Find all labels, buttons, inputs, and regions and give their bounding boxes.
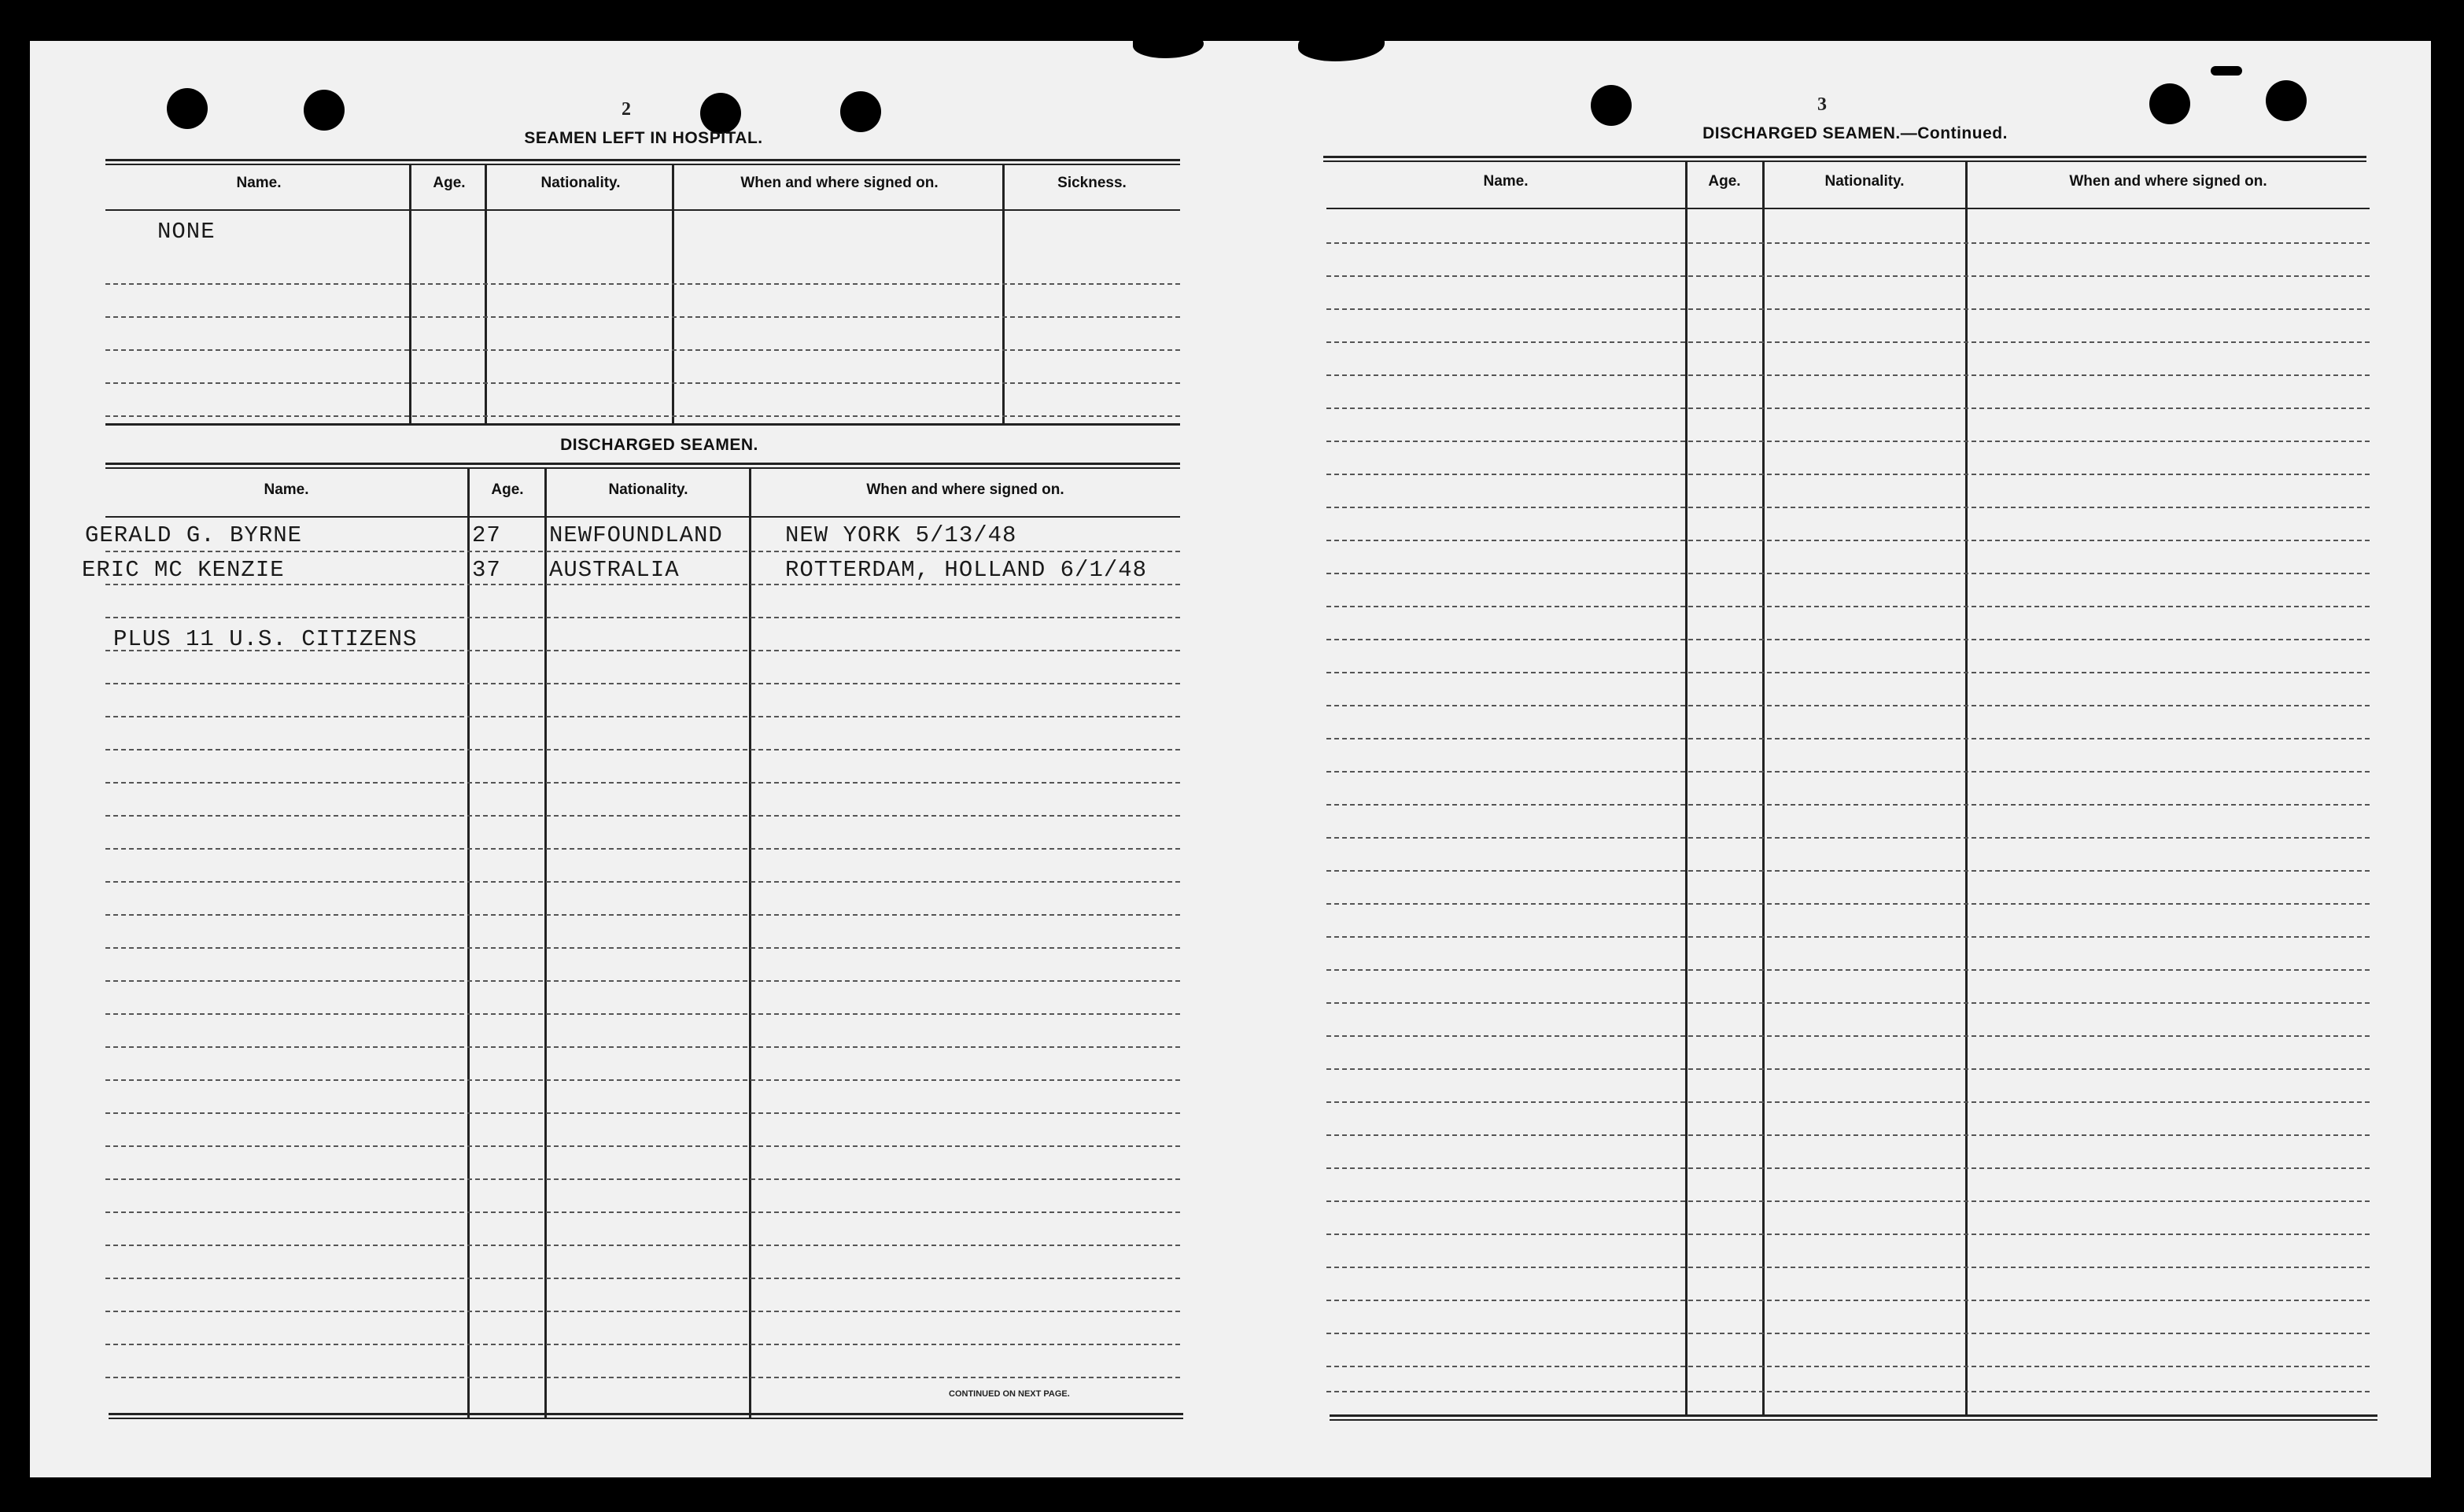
ruled-line bbox=[105, 316, 1180, 318]
ruled-line bbox=[1326, 1134, 2370, 1136]
ruled-line bbox=[105, 382, 1180, 384]
table-rule bbox=[1323, 160, 2366, 162]
ruled-line bbox=[1326, 474, 2370, 475]
ruled-line bbox=[105, 1178, 1180, 1180]
page-number: 2 bbox=[622, 99, 631, 120]
punch-hole bbox=[167, 88, 208, 129]
ruled-line bbox=[1326, 903, 2370, 905]
column-header: Age. bbox=[433, 175, 466, 191]
ruled-line bbox=[1326, 1366, 2370, 1367]
ruled-line bbox=[1326, 1035, 2370, 1037]
column-header: Name. bbox=[236, 175, 282, 191]
table-rule bbox=[105, 463, 1180, 465]
column-header: Name. bbox=[1483, 173, 1529, 190]
column-divider bbox=[1685, 160, 1688, 1416]
column-header: Nationality. bbox=[608, 481, 688, 498]
column-divider bbox=[1002, 164, 1005, 423]
column-header: When and where signed on. bbox=[866, 481, 1064, 498]
ruled-line bbox=[1326, 705, 2370, 706]
ruled-line bbox=[1326, 1267, 2370, 1268]
table-rule bbox=[105, 467, 1180, 469]
ruled-line bbox=[105, 782, 1180, 784]
ruled-line bbox=[105, 683, 1180, 684]
column-divider bbox=[467, 467, 470, 1419]
ruled-line bbox=[105, 1377, 1180, 1378]
punch-hole bbox=[1591, 85, 1632, 126]
table-rule bbox=[109, 1413, 1183, 1415]
column-header: Age. bbox=[1708, 173, 1741, 190]
column-header: Age. bbox=[491, 481, 524, 498]
column-divider bbox=[672, 164, 674, 423]
ruled-line bbox=[105, 415, 1180, 417]
document-sheet bbox=[30, 41, 2431, 1477]
ruled-line bbox=[1326, 1167, 2370, 1169]
column-header: Nationality. bbox=[1824, 173, 1905, 190]
ruled-line bbox=[105, 617, 1180, 618]
ruled-line bbox=[105, 551, 1180, 552]
paper-damage bbox=[2211, 66, 2242, 76]
column-header: Nationality. bbox=[540, 175, 621, 191]
table-rule bbox=[105, 516, 1180, 518]
hospital-entry: NONE bbox=[157, 219, 216, 245]
ruled-line bbox=[105, 1079, 1180, 1081]
ruled-line bbox=[1326, 870, 2370, 872]
ruled-line bbox=[105, 349, 1180, 351]
column-divider bbox=[409, 164, 411, 423]
ruled-line bbox=[1326, 738, 2370, 739]
column-header: When and where signed on. bbox=[2069, 173, 2267, 190]
seaman-signed-on: ROTTERDAM, HOLLAND 6/1/48 bbox=[785, 557, 1148, 583]
ruled-line bbox=[1326, 1101, 2370, 1103]
ruled-line bbox=[1326, 540, 2370, 541]
column-header: When and where signed on. bbox=[740, 175, 939, 191]
seaman-age: 37 bbox=[472, 557, 501, 583]
ruled-line bbox=[105, 584, 1180, 585]
column-header: Name. bbox=[264, 481, 309, 498]
ruled-line bbox=[105, 1311, 1180, 1312]
ruled-line bbox=[1326, 275, 2370, 277]
column-divider bbox=[1762, 160, 1765, 1416]
punch-hole bbox=[304, 90, 345, 131]
ruled-line bbox=[105, 914, 1180, 916]
punch-hole bbox=[2266, 80, 2307, 121]
table-rule bbox=[1330, 1414, 2377, 1417]
ruled-line bbox=[105, 283, 1180, 285]
punch-hole bbox=[700, 93, 741, 134]
discharged-section-title: DISCHARGED SEAMEN. bbox=[560, 436, 758, 454]
seaman-name: GERALD G. BYRNE bbox=[85, 522, 303, 548]
hospital-section-title: SEAMEN LEFT IN HOSPITAL. bbox=[524, 129, 763, 147]
seaman-signed-on: NEW YORK 5/13/48 bbox=[785, 522, 1017, 548]
ruled-line bbox=[105, 815, 1180, 817]
seaman-nationality: AUSTRALIA bbox=[549, 557, 680, 583]
punch-hole bbox=[2149, 83, 2190, 124]
ruled-line bbox=[105, 848, 1180, 850]
seaman-name: ERIC MC KENZIE bbox=[82, 557, 285, 583]
table-rule bbox=[1330, 1419, 2377, 1421]
ruled-line bbox=[1326, 837, 2370, 839]
ruled-line bbox=[105, 1046, 1180, 1048]
table-rule bbox=[1323, 156, 2366, 158]
ruled-line bbox=[105, 1278, 1180, 1279]
ruled-line bbox=[1326, 507, 2370, 508]
right-section-title: DISCHARGED SEAMEN.—Continued. bbox=[1702, 124, 2008, 142]
ruled-line bbox=[1326, 771, 2370, 773]
seaman-nationality: NEWFOUNDLAND bbox=[549, 522, 723, 548]
table-rule bbox=[109, 1418, 1183, 1419]
ruled-line bbox=[1326, 672, 2370, 673]
page-number: 3 bbox=[1817, 94, 1827, 115]
ruled-line bbox=[1326, 341, 2370, 343]
ruled-line bbox=[1326, 606, 2370, 607]
ruled-line bbox=[1326, 308, 2370, 310]
table-rule bbox=[1326, 208, 2370, 209]
ruled-line bbox=[1326, 1002, 2370, 1004]
punch-hole bbox=[840, 91, 881, 132]
ruled-line bbox=[105, 1245, 1180, 1246]
ruled-line bbox=[105, 716, 1180, 717]
ruled-line bbox=[1326, 573, 2370, 574]
ruled-line bbox=[1326, 1333, 2370, 1334]
continued-footer: CONTINUED ON NEXT PAGE. bbox=[949, 1389, 1070, 1399]
ruled-line bbox=[1326, 1391, 2370, 1392]
ruled-line bbox=[1326, 374, 2370, 376]
column-divider bbox=[1965, 160, 1968, 1416]
column-header: Sickness. bbox=[1057, 175, 1127, 191]
ruled-line bbox=[105, 749, 1180, 750]
ruled-line bbox=[105, 1211, 1180, 1213]
right-page bbox=[1257, 41, 2431, 1477]
ruled-line bbox=[1326, 1200, 2370, 1202]
ruled-line bbox=[1326, 408, 2370, 409]
ruled-line bbox=[1326, 441, 2370, 442]
ruled-line bbox=[105, 1112, 1180, 1114]
seaman-age: 27 bbox=[472, 522, 501, 548]
ruled-line bbox=[1326, 804, 2370, 806]
ruled-line bbox=[1326, 1068, 2370, 1070]
ruled-line bbox=[1326, 936, 2370, 938]
ruled-line bbox=[105, 881, 1180, 883]
ruled-line bbox=[105, 947, 1180, 949]
ruled-line bbox=[105, 1344, 1180, 1345]
ruled-line bbox=[105, 1013, 1180, 1015]
table-rule bbox=[105, 164, 1180, 165]
table-rule bbox=[105, 423, 1180, 426]
ruled-line bbox=[1326, 969, 2370, 971]
column-divider bbox=[544, 467, 547, 1419]
ruled-line bbox=[105, 980, 1180, 982]
ruled-line bbox=[1326, 1300, 2370, 1301]
left-page bbox=[30, 41, 1230, 1477]
table-rule bbox=[105, 159, 1180, 161]
ruled-line bbox=[1326, 639, 2370, 640]
citizens-note: PLUS 11 U.S. CITIZENS bbox=[113, 626, 418, 652]
ruled-line bbox=[105, 1145, 1180, 1147]
column-divider bbox=[749, 467, 751, 1419]
table-rule bbox=[105, 209, 1180, 211]
column-divider bbox=[485, 164, 487, 423]
ruled-line bbox=[1326, 1234, 2370, 1235]
ruled-line bbox=[1326, 242, 2370, 244]
